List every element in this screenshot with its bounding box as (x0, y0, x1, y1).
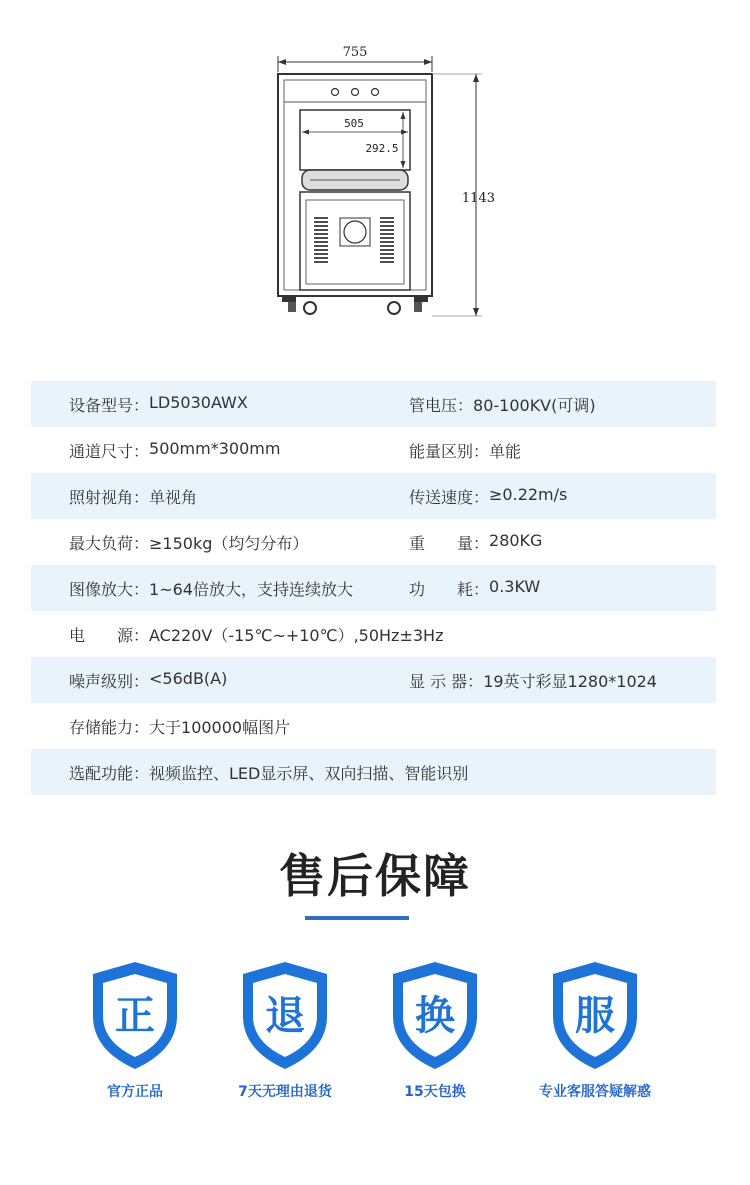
spec-value: 80-100KV(可调) (473, 395, 596, 415)
badge-genuine (80, 958, 190, 1101)
spec-value: 1~64倍放大，支持连续放大 (149, 579, 353, 599)
spec-label: 最大负荷： (69, 533, 150, 553)
badge-service (525, 958, 665, 1101)
spec-value: ≥150kg（均匀分布） (149, 533, 309, 553)
spec-label: 重 量： (409, 533, 490, 553)
spec-value: ≥0.22m/s (489, 484, 568, 504)
spec-row (31, 565, 716, 611)
spec-value: 280KG (489, 530, 543, 550)
spec-table (31, 381, 716, 795)
badge-return (230, 958, 340, 1101)
spec-row (31, 427, 716, 473)
height-dimension-label: 1143 (461, 191, 495, 206)
spec-label: 传送速度： (409, 487, 490, 507)
spec-label: 能量区别： (409, 441, 490, 461)
spec-row (31, 473, 716, 519)
badge-glyph: 退 (265, 993, 305, 1039)
after-sales-badges (0, 958, 750, 1108)
badge-caption: 官方正品 (107, 1084, 163, 1100)
shield-icon (235, 958, 335, 1073)
spec-label: 功 耗： (409, 579, 490, 599)
spec-row (31, 703, 716, 749)
spec-value: 19英寸彩显1280*1024 (483, 671, 657, 691)
spec-row (31, 519, 716, 565)
shield-icon (85, 958, 185, 1073)
shield-icon (545, 958, 645, 1073)
spec-label: 噪声级别： (69, 671, 150, 691)
spec-label: 显 示 器： (409, 671, 484, 691)
badge-glyph: 服 (575, 993, 615, 1039)
channel-height-label: 292.5 (365, 142, 399, 155)
spec-value: 单视角 (149, 487, 198, 507)
spec-value: AC220V（-15℃~+10℃）,50Hz±3Hz (149, 625, 444, 645)
spec-label: 照射视角： (69, 487, 150, 507)
spec-label: 管电压： (409, 395, 474, 415)
spec-value: 单能 (489, 441, 522, 461)
spec-label: 存储能力： (69, 717, 150, 737)
spec-row (31, 381, 716, 427)
spec-value: 500mm*300mm (149, 438, 281, 458)
spec-value: 0.3KW (489, 576, 541, 596)
machine-drawing (0, 0, 750, 360)
badge-caption: 专业客服答疑解惑 (539, 1084, 651, 1100)
badge-exchange (380, 958, 490, 1101)
spec-label: 选配功能： (69, 763, 150, 783)
spec-value: LD5030AWX (149, 392, 248, 412)
spec-value: 大于100000幅图片 (149, 717, 291, 737)
spec-value: <56dB(A) (149, 668, 228, 688)
spec-label: 电 源： (69, 625, 150, 645)
spec-label: 图像放大： (69, 579, 150, 599)
spec-value: 视频监控、LED显示屏、双向扫描、智能识别 (149, 763, 469, 783)
badge-caption: 15天包换 (404, 1084, 466, 1100)
spec-label: 通道尺寸： (69, 441, 150, 461)
spec-row (31, 657, 716, 703)
after-sales-title: 售后保障 (279, 849, 471, 903)
badge-glyph: 换 (415, 993, 455, 1039)
spec-label: 设备型号： (69, 395, 150, 415)
badge-glyph: 正 (115, 993, 155, 1039)
channel-width-label: 505 (344, 117, 364, 130)
title-underline (305, 916, 409, 920)
spec-row (31, 749, 716, 795)
shield-icon (385, 958, 485, 1073)
badge-caption: 7天无理由退货 (238, 1084, 332, 1100)
width-dimension-label: 755 (342, 45, 368, 60)
spec-row (31, 611, 716, 657)
